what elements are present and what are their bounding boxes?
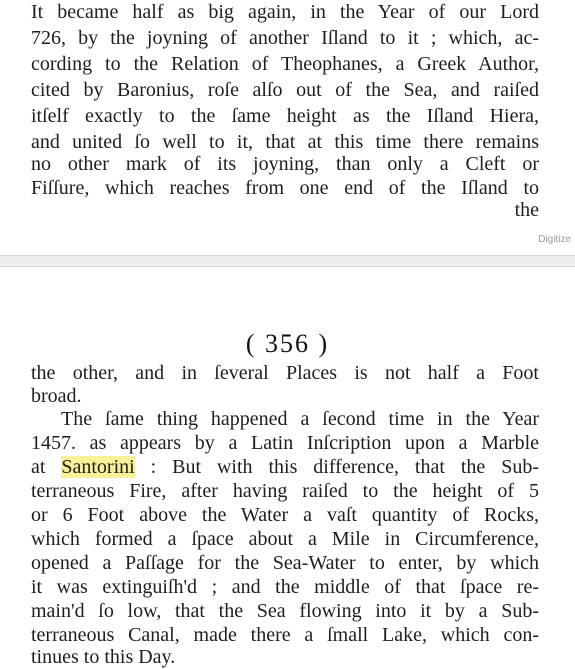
- text-line-6: and united ſo well to it, that at this time there remains: [31, 131, 539, 153]
- text-line-b4: 1457. as appears by a Latin Inſcription upon a Marble: [31, 432, 539, 454]
- watermark-text: Digitize: [538, 234, 571, 245]
- upper-page: [0, 0, 575, 255]
- text-line-3: cording to the Relation of Theophanes, a Greek Author,: [31, 53, 539, 75]
- text-line-b5: [31, 455, 539, 479]
- text-line-b13: tinues to this Day.: [31, 646, 176, 668]
- text-line-5: itſelf exactly to the ſame height as the Iſland Hiera,: [31, 105, 539, 127]
- text-line-b12: terraneous Canal, made there a ſmall Lake, which con-: [31, 624, 539, 646]
- text-line-8: Fiſſure, which reaches from one end of the Iſland to: [31, 177, 539, 199]
- text-line-b9: opened a Paſſage for the Sea-Water to enter, by which: [31, 552, 539, 574]
- text-line-7: no other mark of its joyning, than only a Cleft or: [31, 153, 539, 175]
- at-word: at: [31, 456, 62, 478]
- text-line-4: cited by Baronius, roſe alſo out of the Sea, and raiſed: [31, 79, 539, 101]
- text-line-b1: the other, and in ſeveral Places is not half a Foot: [31, 362, 539, 384]
- text-line-2: 726, by the joyning of another Iſland to it ; which, ac-: [31, 27, 539, 49]
- page-separator: [0, 255, 575, 267]
- text-line-b8: which formed a ſpace about a Mile in Circumference,: [31, 528, 539, 550]
- text-line-b6: terraneous Fire, after having raiſed to the height of 5: [31, 480, 539, 502]
- text-line-b11: main'd ſo low, that the Sea flowing into it by a Sub-: [31, 600, 539, 622]
- highlighted-word[interactable]: Santorini: [61, 456, 135, 478]
- text-line-b2: broad.: [31, 385, 82, 407]
- text-line-b3: The ſame thing happened a ſecond time in the Year: [61, 408, 539, 430]
- text-line-b7: or 6 Foot above the Water a vaſt quantity of Rocks,: [31, 504, 539, 526]
- page-number: ( 356 ): [245, 329, 330, 358]
- lower-page: [0, 267, 575, 667]
- text-line-1: It became half as big again, in the Year of our Lord: [31, 1, 539, 23]
- catchword: the: [514, 199, 539, 221]
- text-line-b10: it was extinguiſh'd ; and the middle of that ſpace re-: [31, 576, 539, 598]
- text-line-b5-rest: : But with this difference, that the Sub-: [134, 456, 540, 478]
